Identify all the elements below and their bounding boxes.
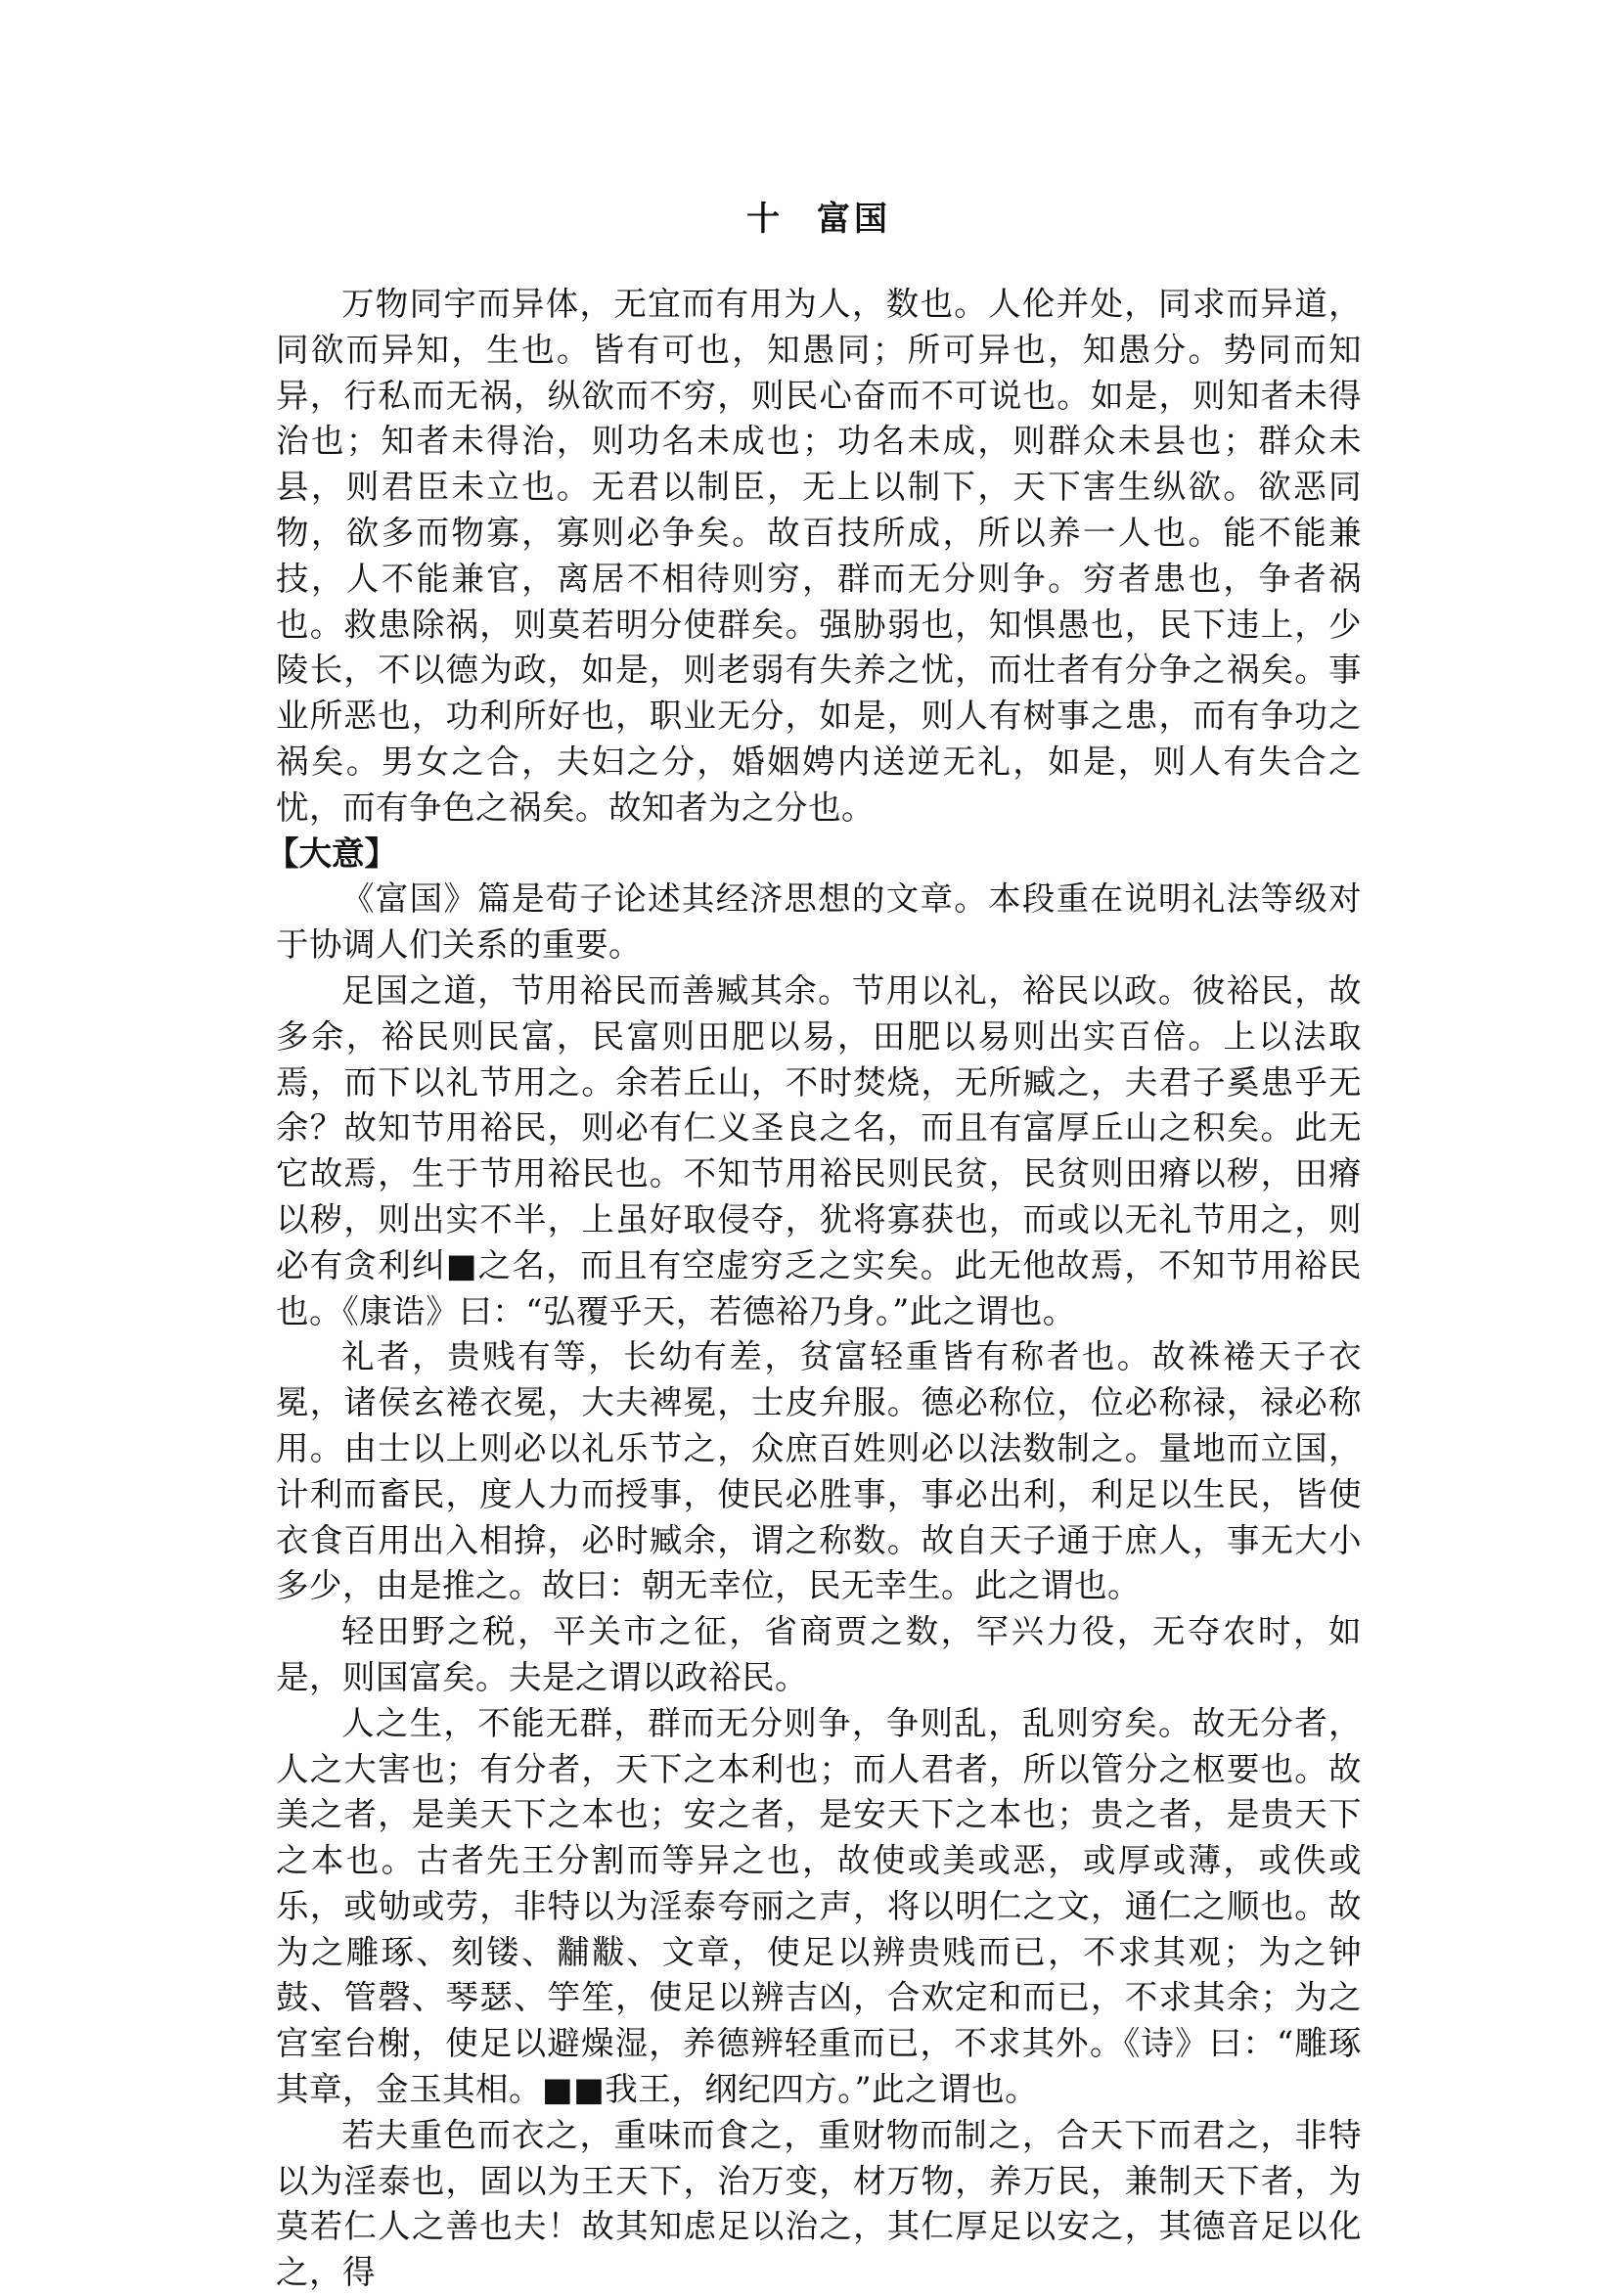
body-paragraph: 轻田野之税，平关市之征，省商贾之数，罕兴力役，无夺农时，如是，则国富矣。夫是之谓以政裕民。 bbox=[276, 1612, 1362, 1696]
body-paragraph: 足国之道，节用裕民而善臧其余。节用以礼，裕民以政。彼裕民，故多余，裕民则民富，民富则田肥以易，田肥以易则出实百倍。上以法取焉，而下以礼节用之。余若丘山，不时焚烧，无所臧之，夫君子奚患乎无余？故知节用裕民，则必有仁义圣良之名，而且有富厚丘山之积矣。此无它故焉，生于节用裕民也。不知节用裕民则民贫，民贫则田瘠以秽，田瘠以秽，则出实不半，上虽好取侵夺，犹将寡获也，而或以无礼节用之，则必有贪利纠■之名，而且有空虚穷乏之实矣。此无他故焉，不知节用裕民也。《康诰》曰：“弘覆乎天，若德裕乃身。”此之谓也。 bbox=[276, 970, 1362, 1330]
opening-paragraph: 万物同宇而异体，无宜而有用为人，数也。人伦并处，同求而异道，同欲而异知，生也。皆有可也，知愚同；所可异也，知愚分。势同而知异，行私而无祸，纵欲而不穷，则民心奋而不可说也。如是，则知者未得治也；知者未得治，则功名未成也；功名未成，则群众未县也；群众未县，则君臣未立也。无君以制臣，无上以制下，天下害生纵欲。欲恶同物，欲多而物寡，寡则必争矣。故百技所成，所以养一人也。能不能兼技，人不能兼官，离居不相待则穷，群而无分则争。穷者患也，争者祸也。救患除祸，则莫若明分使群矣。强胁弱也，知惧愚也，民下违上，少陵长，不以德为政，如是，则老弱有失养之忧，而壮者有分争之祸矣。事业所恶也，功利所好也，职业无分，如是，则人有树事之患，而有争功之祸矣。男女之合，夫妇之分，婚姻娉内送逆无礼，如是，则人有失合之忧，而有争色之祸矣。故知者为之分也。 bbox=[276, 285, 1362, 827]
page-content bbox=[266, 196, 1362, 2296]
summary-paragraph: 《富国》篇是荀子论述其经济思想的文章。本段重在说明礼法等级对于协调人们关系的重要。 bbox=[276, 879, 1362, 965]
chapter-title bbox=[276, 196, 1362, 243]
chapter-name: 富国 bbox=[817, 200, 891, 239]
chapter-number: 十 bbox=[746, 200, 784, 239]
body-paragraph: 人之生，不能无群，群而无分则争，争则乱，乱则穷矣。故无分者，人之大害也；有分者，天下之本利也；而人君者，所以管分之枢要也。故美之者，是美天下之本也；安之者，是安天下之本也；贵之者，是贵天下之本也。古者先王分割而等异之也，故使或美或恶，或厚或薄，或佚或乐，或劬或劳，非特以为淫泰夸丽之声，将以明仁之文，通仁之顺也。故为之雕琢、刻镂、黼黻、文章，使足以辨贵贱而已，不求其观；为之钟鼓、管磬、琴瑟、竽笙，使足以辨吉凶，合欢定和而已，不求其余；为之宫室台榭，使足以避燥湿，养德辨轻重而已，不求其外。《诗》曰：“雕琢其章，金玉其相。■■我王，纲纪四方。”此之谓也。 bbox=[276, 1703, 1362, 2109]
body-paragraph: 礼者，贵贱有等，长幼有差，贫富轻重皆有称者也。故袾裷天子衣冕，诸侯玄裷衣冕，大夫裨冕，士皮弁服。德必称位，位必称禄，禄必称用。由士以上则必以礼乐节之，众庶百姓则必以法数制之。量地而立国，计利而畜民，度人力而授事，使民必胜事，事必出利，利足以生民，皆使衣食百用出入相揜，必时臧余，谓之称数。故自天子通于庶人，事无大小多少，由是推之。故曰：朝无幸位，民无幸生。此之谓也。 bbox=[276, 1337, 1362, 1605]
summary-heading: 【大意】 bbox=[266, 833, 397, 873]
body-paragraph: 若夫重色而衣之，重味而食之，重财物而制之，合天下而君之，非特以为淫泰也，固以为王天下，治万变，材万物，养万民，兼制天下者，为莫若仁人之善也夫！故其知虑足以治之，其仁厚足以安之，其德音足以化之，得 bbox=[276, 2115, 1362, 2292]
